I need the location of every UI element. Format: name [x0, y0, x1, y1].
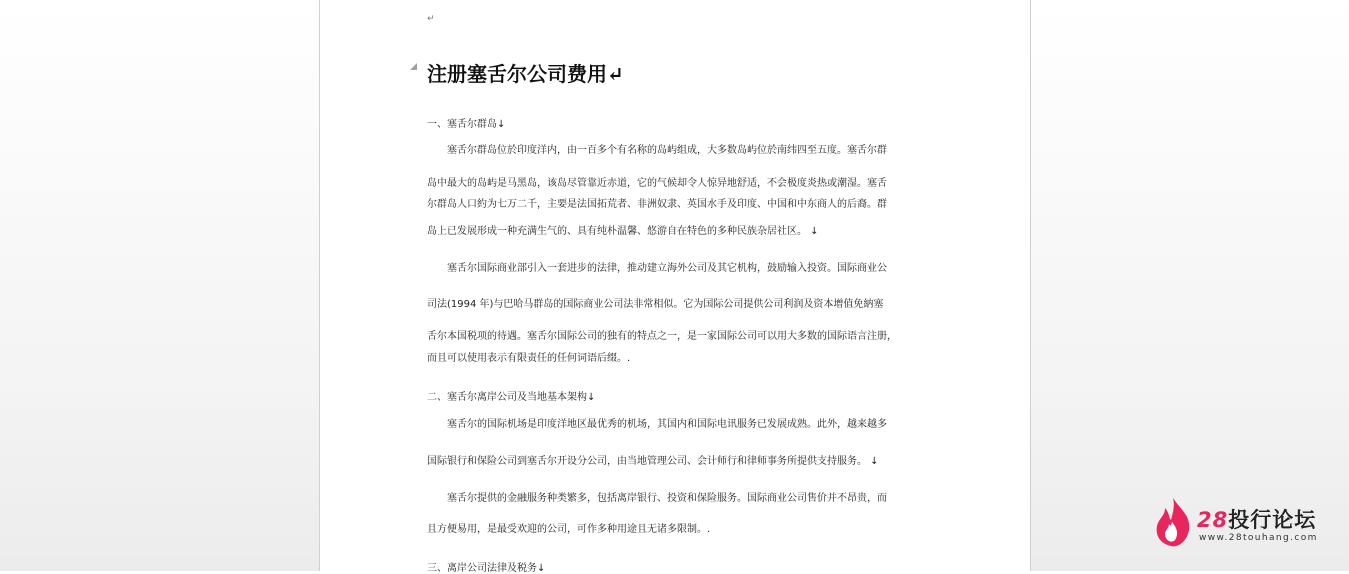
body-line: 塞舌尔的国际机场是印度洋地区最优秀的机场，其国内和国际电讯服务已发展成熟。此外，越来越多 — [447, 419, 887, 430]
collapse-heading-icon[interactable] — [410, 63, 417, 70]
body-line: 岛上已发展形成一种充满生气的、具有纯朴温馨、悠游自在特色的多种民族杂居社区。 ↓ — [427, 226, 819, 237]
document-title: 注册塞舌尔公司费用↵ — [427, 62, 624, 86]
logo-url: www.28touhang.com — [1199, 533, 1318, 543]
body-line: 岛中最大的岛屿是马黑岛，该岛尽管靠近赤道，它的气候却令人惊异地舒适，不会极度炎热或潮湿。塞舌 — [427, 178, 887, 189]
body-line: 司法(1994 年)与巴哈马群岛的国际商业公司法非常相似。它为国际公司提供公司利润及资本增值免納塞 — [427, 299, 884, 310]
logo-number: 28 — [1197, 508, 1229, 532]
section-heading-2: 二、塞舌尔离岸公司及当地基本架构↓ — [427, 392, 596, 403]
paragraph-mark: ↵ — [427, 14, 435, 24]
logo-name: 投行论坛 — [1228, 508, 1317, 532]
section-heading-1: 一、塞舌尔群岛↓ — [427, 119, 506, 130]
body-line: 国际银行和保险公司到塞舌尔开设分公司，由当地管理公司、会计师行和律师事务所提供支持服务。 ↓ — [427, 456, 879, 467]
watermark-logo — [1153, 494, 1333, 550]
body-line: 尔群岛人口約为七万二千，主要是法国拓荒者、非洲奴隶、英国水手及印度、中国和中东商人的后裔。群 — [427, 199, 887, 210]
body-line: 且方便易用，是最受欢迎的公司，可作多种用途且无诸多限制。. — [427, 524, 711, 535]
flame-icon — [1153, 496, 1193, 548]
body-line: 塞舌尔群岛位於印度洋内，由一百多个有名称的岛屿组成，大多数岛屿位於南纬四至五度。塞舌尔群 — [447, 145, 887, 156]
logo-text — [1197, 504, 1316, 534]
body-line: 舌尔本国税项的待遇。塞舌尔国际公司的独有的特点之一，是一家国际公司可以用大多数的国际语言注册， — [427, 331, 897, 342]
document-page — [319, 0, 1031, 574]
body-line: 塞舌尔国际商业部引入一套进步的法律，推动建立海外公司及其它机构，鼓励输入投资。国际商业公 — [447, 263, 887, 274]
body-line: 而且可以使用表示有限责任的任何词语后缀。. — [427, 353, 631, 364]
body-line: 塞舌尔提供的金融服务种类繁多，包括离岸银行、投资和保险服务。国际商业公司售价并不昂贵，而 — [447, 493, 887, 504]
section-heading-3: 三、离岸公司法律及税务↓ — [427, 563, 546, 574]
